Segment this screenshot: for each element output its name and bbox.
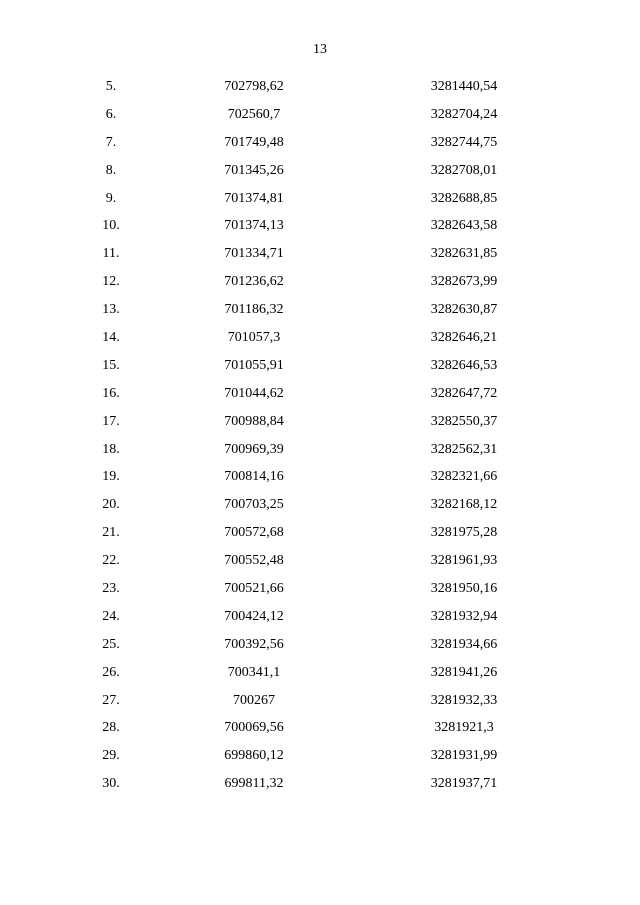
coordinate-x: 701345,26: [224, 162, 284, 178]
point-number: 23.: [102, 581, 120, 597]
coordinate-x: 700521,66: [224, 581, 284, 597]
coordinate-x: 701186,32: [224, 302, 284, 318]
point-number: 10.: [102, 218, 120, 234]
point-number: 19.: [102, 469, 120, 485]
coordinate-y: 3281921,3: [434, 720, 494, 736]
coordinate-y: 3281937,71: [430, 776, 498, 792]
coordinate-y: 3282562,31: [430, 441, 498, 457]
table-row: [0, 352, 640, 380]
coordinate-y: 3282321,66: [430, 469, 498, 485]
coordinate-x: 701334,71: [224, 246, 284, 262]
table-row: [0, 408, 640, 436]
table-row: [0, 157, 640, 185]
coordinate-x: 700552,48: [224, 553, 284, 569]
coordinate-y: 3281950,16: [430, 581, 498, 597]
table-row: [0, 714, 640, 742]
coordinate-x: 701055,91: [224, 357, 284, 373]
coordinate-y: 3281932,94: [430, 608, 498, 624]
coordinate-x: 700814,16: [224, 469, 284, 485]
table-row: [0, 547, 640, 575]
table-row: [0, 268, 640, 296]
point-number: 15.: [102, 357, 120, 373]
coordinate-y: 3282646,21: [430, 330, 498, 346]
coordinate-x: 700703,25: [224, 497, 284, 513]
coordinate-y: 3282647,72: [430, 385, 498, 401]
point-number: 7.: [105, 134, 117, 150]
table-row: [0, 380, 640, 408]
point-number: 9.: [105, 190, 117, 206]
table-row: [0, 185, 640, 213]
coordinate-y: 3282643,58: [430, 218, 498, 234]
coordinate-x: 700572,68: [224, 525, 284, 541]
page-number: 13: [313, 42, 327, 57]
coordinate-x: 699860,12: [224, 748, 284, 764]
table-row: [0, 436, 640, 464]
point-number: 20.: [102, 497, 120, 513]
table-row: [0, 212, 640, 240]
table-row: [0, 101, 640, 129]
coordinate-y: 3282708,01: [430, 162, 498, 178]
coordinate-y: 3282630,87: [430, 302, 498, 318]
point-number: 17.: [102, 413, 120, 429]
table-row: [0, 73, 640, 101]
point-number: 28.: [102, 720, 120, 736]
point-number: 18.: [102, 441, 120, 457]
coordinate-x: 701374,81: [224, 190, 284, 206]
coordinate-y: 3281941,26: [430, 664, 498, 680]
point-number: 25.: [102, 636, 120, 652]
point-number: 29.: [102, 748, 120, 764]
coordinate-x: 700069,56: [224, 720, 284, 736]
coordinate-x: 700341,1: [227, 664, 281, 680]
coordinate-x: 701044,62: [224, 385, 284, 401]
coordinate-y: 3282631,85: [430, 246, 498, 262]
point-number: 22.: [102, 553, 120, 569]
coordinate-y: 3281931,99: [430, 748, 498, 764]
table-row: [0, 659, 640, 687]
coordinate-x: 699811,32: [224, 776, 284, 792]
point-number: 13.: [102, 302, 120, 318]
point-number: 8.: [105, 162, 117, 178]
table-row: [0, 687, 640, 715]
coordinate-x: 702560,7: [227, 106, 281, 122]
table-row: [0, 742, 640, 770]
coordinate-y: 3281440,54: [430, 79, 498, 94]
coordinate-y: 3282646,53: [430, 357, 498, 373]
coordinate-x: 700988,84: [224, 413, 284, 429]
coordinate-y: 3281975,28: [430, 525, 498, 541]
coordinates-table: [0, 73, 640, 798]
coordinate-x: 702798,62: [224, 79, 284, 94]
point-number: 11.: [102, 246, 120, 262]
point-number: 12.: [102, 274, 120, 290]
coordinate-y: 3281961,93: [430, 553, 498, 569]
coordinate-y: 3282688,85: [430, 190, 498, 206]
table-row: [0, 519, 640, 547]
table-row: [0, 240, 640, 268]
point-number: 26.: [102, 664, 120, 680]
point-number: 24.: [102, 608, 120, 624]
coordinate-x: 701749,48: [224, 134, 284, 150]
coordinate-x: 700267: [233, 692, 275, 708]
coordinate-y: 3282168,12: [430, 497, 498, 513]
coordinate-y: 3281932,33: [430, 692, 498, 708]
coordinate-x: 701057,3: [227, 330, 281, 346]
table-row: [0, 463, 640, 491]
coordinate-x: 701236,62: [224, 274, 284, 290]
coordinate-y: 3282744,75: [430, 134, 498, 150]
coordinate-y: 3282673,99: [430, 274, 498, 290]
table-row: [0, 129, 640, 157]
table-row: [0, 296, 640, 324]
table-row: [0, 603, 640, 631]
coordinate-y: 3282704,24: [430, 106, 498, 122]
point-number: 30.: [102, 776, 120, 792]
table-row: [0, 575, 640, 603]
point-number: 21.: [102, 525, 120, 541]
point-number: 27.: [102, 692, 120, 708]
table-row: [0, 770, 640, 798]
point-number: 16.: [102, 385, 120, 401]
coordinate-x: 700424,12: [224, 608, 284, 624]
point-number: 14.: [102, 330, 120, 346]
coordinate-y: 3281934,66: [430, 636, 498, 652]
coordinate-x: 700969,39: [224, 441, 284, 457]
table-row: [0, 491, 640, 519]
point-number: 6.: [105, 106, 117, 122]
coordinate-y: 3282550,37: [430, 413, 498, 429]
point-number: 5.: [105, 79, 117, 94]
coordinate-x: 700392,56: [224, 636, 284, 652]
coordinate-x: 701374,13: [224, 218, 284, 234]
table-row: [0, 324, 640, 352]
table-row: [0, 631, 640, 659]
